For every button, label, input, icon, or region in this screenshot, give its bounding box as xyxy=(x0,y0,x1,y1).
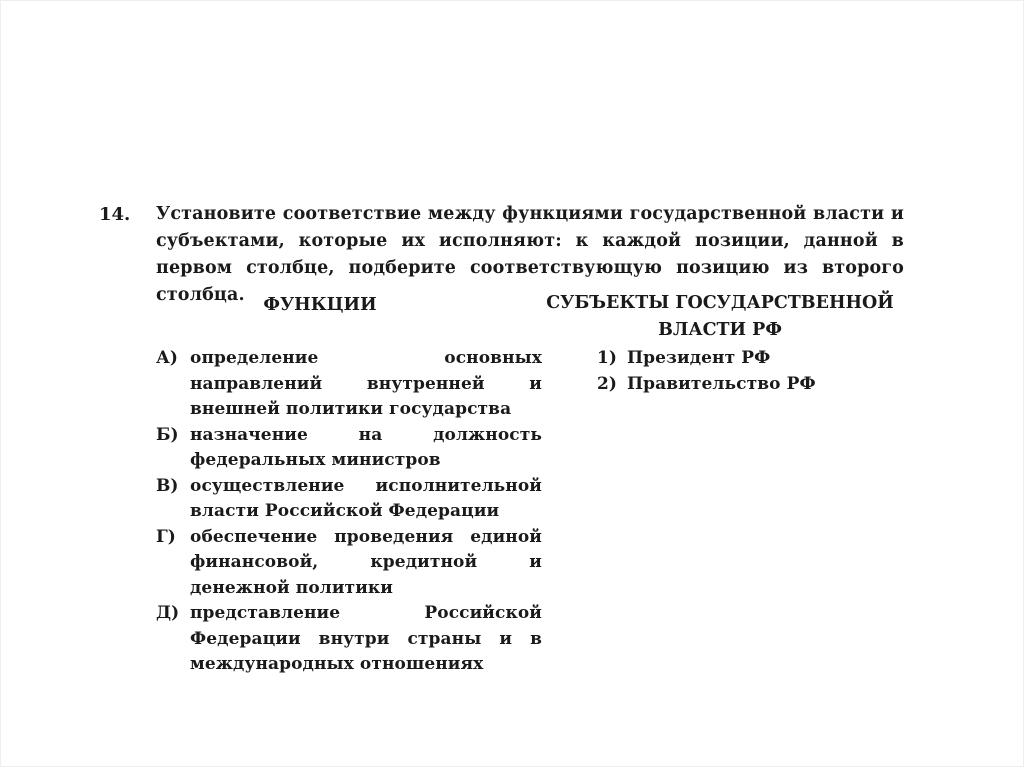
subject-number: 1) xyxy=(597,348,617,368)
function-letter: А) xyxy=(156,348,178,368)
subject-text: Правительство РФ xyxy=(627,373,816,394)
subject-text: Президент РФ xyxy=(627,348,771,368)
function-letter: Б) xyxy=(156,424,179,445)
function-letter: Д) xyxy=(156,603,180,623)
function-text: назначение на должность федеральных министров xyxy=(190,424,542,470)
subjects-list xyxy=(597,346,897,397)
function-text: осуществление исполнительной власти Российской Федерации xyxy=(190,475,542,521)
subject-number: 2) xyxy=(597,373,617,394)
subject-item-2 xyxy=(597,372,897,398)
functions-list xyxy=(156,346,542,678)
function-item-a xyxy=(156,346,542,423)
task-instruction: Установите соответствие между функциями государственной власти и субъектами, которые их исполняют: к каждой позиции, данной в первом столбце, подберите соответствующую позицию из второго столбца. xyxy=(156,204,904,305)
function-letter: В) xyxy=(156,475,179,496)
function-text: обеспечение проведения единой финансовой, кредитной и денежной политики xyxy=(190,526,542,598)
subjects-column-header: СУБЪЕКТЫ ГОСУДАРСТВЕННОЙ ВЛАСТИ РФ xyxy=(546,293,894,340)
function-text: определение основных направлений внутренней и внешней политики государства xyxy=(190,348,542,419)
function-letter: Г) xyxy=(156,526,176,547)
function-item-d xyxy=(156,601,542,678)
function-item-v xyxy=(156,474,542,525)
task-number: 14. xyxy=(99,204,131,225)
function-item-b xyxy=(156,423,542,474)
functions-column-header: ФУНКЦИИ xyxy=(263,295,377,315)
function-item-g xyxy=(156,525,542,602)
subject-item-1 xyxy=(597,346,897,372)
function-text: представление Российской Федерации внутри страны и в международных отношениях xyxy=(190,603,542,674)
